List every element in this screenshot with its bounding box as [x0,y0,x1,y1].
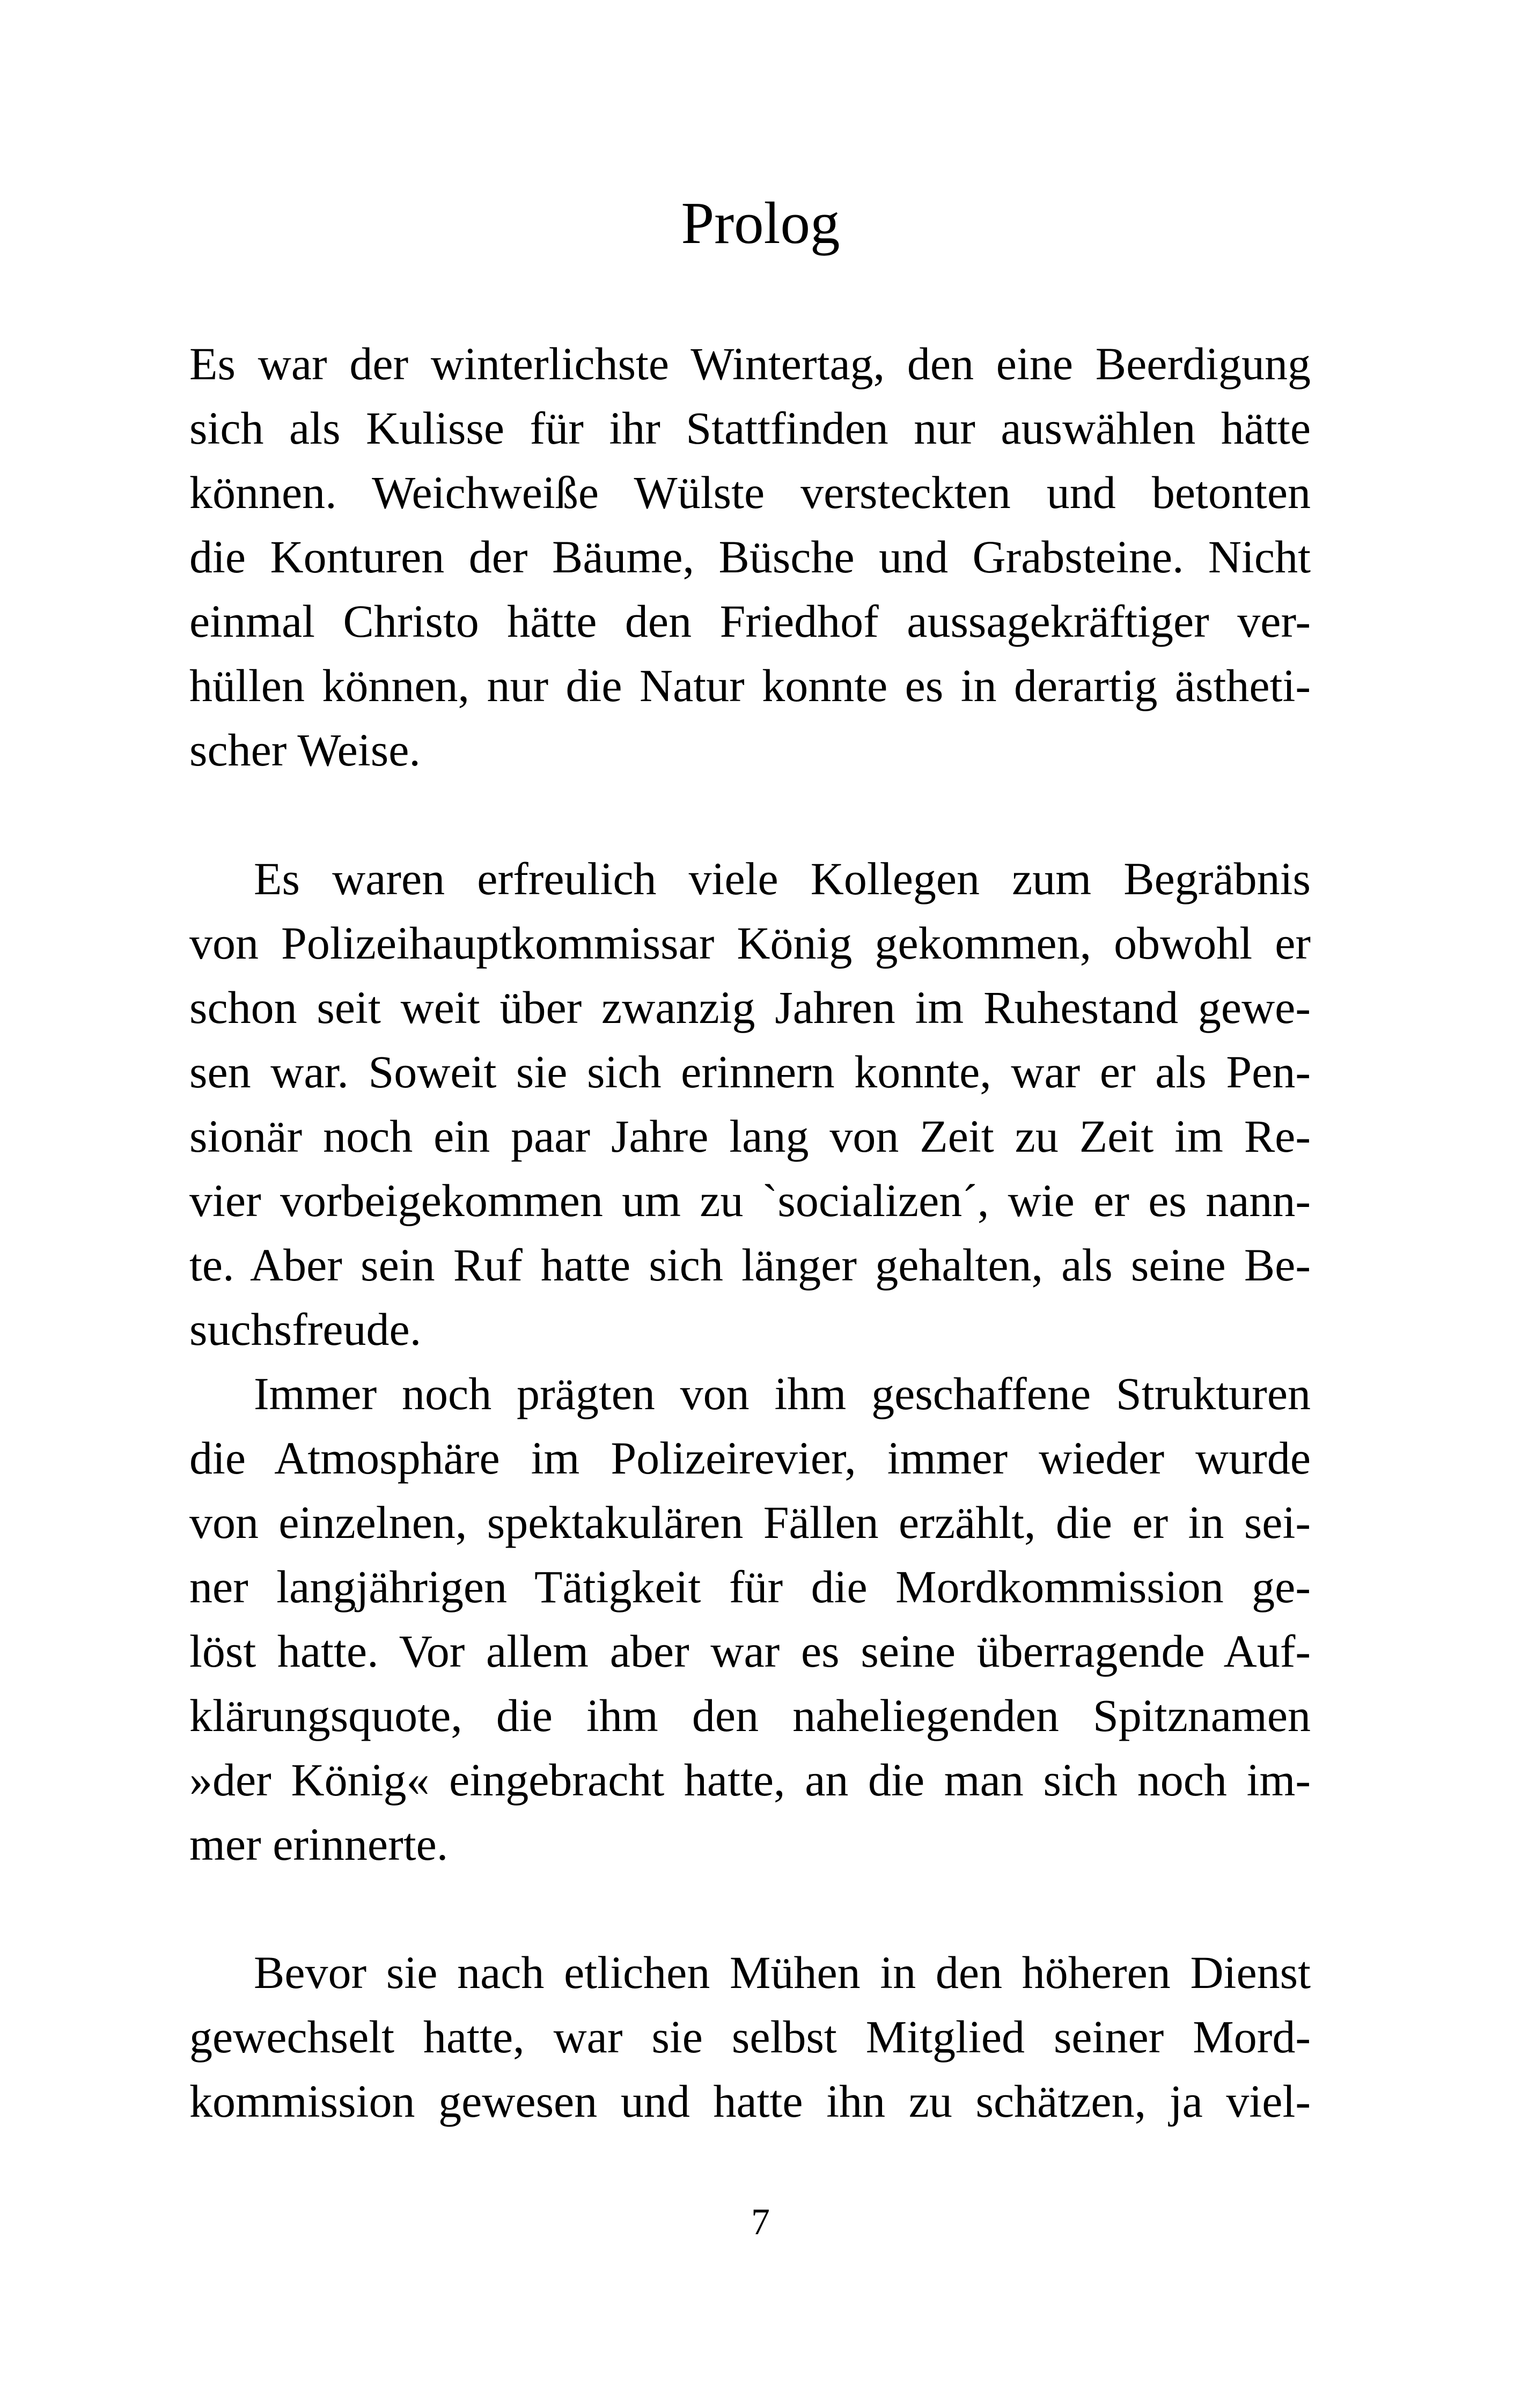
paragraph-3 [189,1361,1311,1876]
paragraph-2 [189,846,1311,1361]
text-line: te. Aber sein Ruf hatte sich länger gehalten, als seine Be- [189,1239,1311,1291]
text-line: hüllen können, nur die Natur konnte es in derartig ästheti- [189,660,1311,711]
text-line: »der König« eingebracht hatte, an die man sich noch im- [189,1754,1311,1806]
text-line: sich als Kulisse für ihr Stattfinden nur auswählen hätte [189,402,1311,454]
text-line: sionär noch ein paar Jahre lang von Zeit zu Zeit im Re- [189,1110,1311,1162]
text-line: die Atmosphäre im Polizeirevier, immer wieder wurde [189,1432,1311,1484]
text-line: scher Weise. [189,724,421,776]
text-line: Es war der winterlichste Wintertag, den eine Beerdigung [189,338,1311,389]
text-line: ner langjährigen Tätigkeit für die Mordkommission ge- [189,1561,1311,1612]
text-line: löst hatte. Vor allem aber war es seine überragende Auf- [189,1625,1311,1677]
text-line: Bevor sie nach etlichen Mühen in den höheren Dienst [254,1947,1311,1998]
paragraph-1 [189,332,1311,782]
text-line: gewechselt hatte, war sie selbst Mitglied seiner Mord- [189,2011,1311,2063]
text-line: Immer noch prägten von ihm geschaffene Strukturen [254,1368,1311,1419]
text-line: Es waren erfreulich viele Kollegen zum Begräbnis [254,853,1311,904]
paragraph-4 [189,1940,1311,2133]
text-line: von Polizeihauptkommissar König gekommen, obwohl er [189,917,1311,969]
text-line: von einzelnen, spektakulären Fällen erzählt, die er in sei- [189,1497,1311,1548]
text-line: schon seit weit über zwanzig Jahren im Ruhestand gewe- [189,982,1311,1033]
text-line: die Konturen der Bäume, Büsche und Grabsteine. Nicht [189,531,1311,583]
text-line: vier vorbeigekommen um zu `socializen´, wie er es nann- [189,1175,1311,1226]
text-line: suchsfreude. [189,1304,422,1355]
text-line: klärungsquote, die ihm den naheliegenden Spitznamen [189,1690,1311,1741]
text-line: können. Weichweiße Wülste versteckten und betonten [189,467,1311,518]
page-number: 7 [751,2201,770,2243]
text-line: kommission gewesen und hatte ihn zu schätzen, ja viel- [189,2075,1311,2127]
page-title: Prolog [681,190,840,256]
text-line: sen war. Soweit sie sich erinnern konnte, war er als Pen- [189,1046,1311,1098]
text-line: einmal Christo hätte den Friedhof aussagekräftiger ver- [189,595,1311,647]
text-line: mer erinnerte. [189,1818,449,1870]
